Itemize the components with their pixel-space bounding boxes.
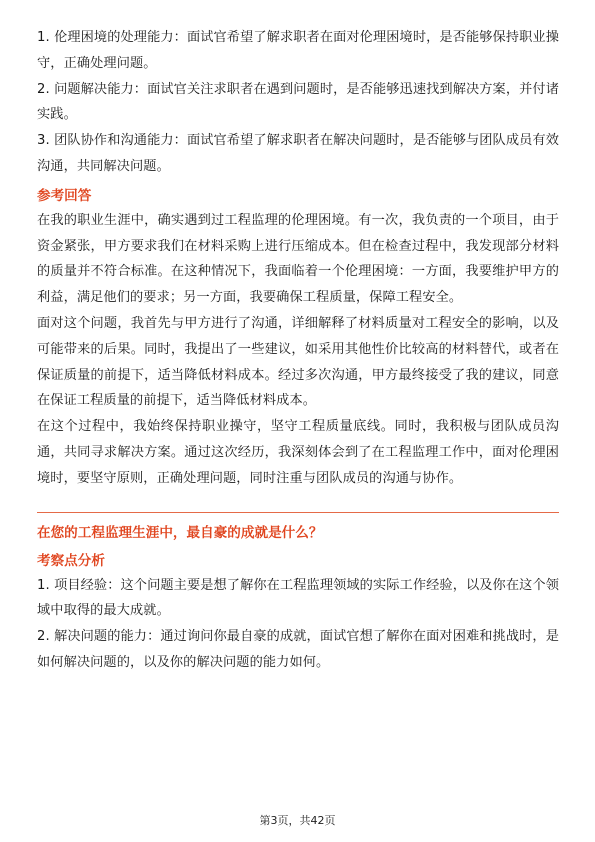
answer-paragraph: 在这个过程中，我始终保持职业操守，坚守工程质量底线。同时，我积极与团队成员沟通，共同寻求解决方案。通过这次经历，我深刻体会到了在工程监理工作中，面对伦理困境时，要坚守原则，正确处理问题，同时注重与团队成员的沟通与协作。 (37, 419, 559, 486)
answer-heading: 参考回答 (37, 187, 92, 204)
analysis-item: 1. 项目经验：这个问题主要是想了解你在工程监理领域的实际工作经验，以及你在这个领域中取得的最大成就。 (37, 577, 559, 619)
page-footer: 第3页，共42页 (259, 814, 336, 827)
criterion-item: 3. 团队协作和沟通能力：面试官希望了解求职者在解决问题时，是否能够与团队成员有效沟通，共同解决问题。 (37, 133, 559, 174)
criterion-item: 2. 问题解决能力：面试官关注求职者在遇到问题时，是否能够迅速找到解决方案，并付诸实践。 (37, 81, 559, 123)
answer-paragraph: 面对这个问题，我首先与甲方进行了沟通，详细解释了材料质量对工程安全的影响，以及可能带来的后果。同时，我提出了一些建议，如采用其他性价比较高的材料替代，或者在保证质量的前提下，适当降低材料成本。经过多次沟通，甲方最终接受了我的建议，同意在保证工程质量的前提下，适当降低材料成本。 (37, 315, 559, 409)
analysis-heading: 考察点分析 (37, 552, 105, 569)
question-title: 在您的工程监理生涯中，最自豪的成就是什么？ (37, 524, 323, 541)
document-body (37, 25, 559, 676)
section-divider (37, 512, 559, 513)
analysis-item: 2. 解决问题的能力：通过询问你最自豪的成就，面试官想了解你在面对困难和挑战时，是如何解决问题的，以及你的解决问题的能力如何。 (37, 629, 559, 670)
answer-paragraph: 在我的职业生涯中，确实遇到过工程监理的伦理困境。有一次，我负责的一个项目，由于资金紧张，甲方要求我们在材料采购上进行压缩成本。但在检查过程中，我发现部分材料的质量并不符合标准。在这种情况下，我面临着一个伦理困境：一方面，我要维护甲方的利益，满足他们的要求；另一方面，我要确保工程质量，保障工程安全。 (37, 212, 559, 306)
criterion-item: 1. 伦理困境的处理能力：面试官希望了解求职者在面对伦理困境时，是否能够保持职业操守，正确处理问题。 (37, 30, 559, 71)
